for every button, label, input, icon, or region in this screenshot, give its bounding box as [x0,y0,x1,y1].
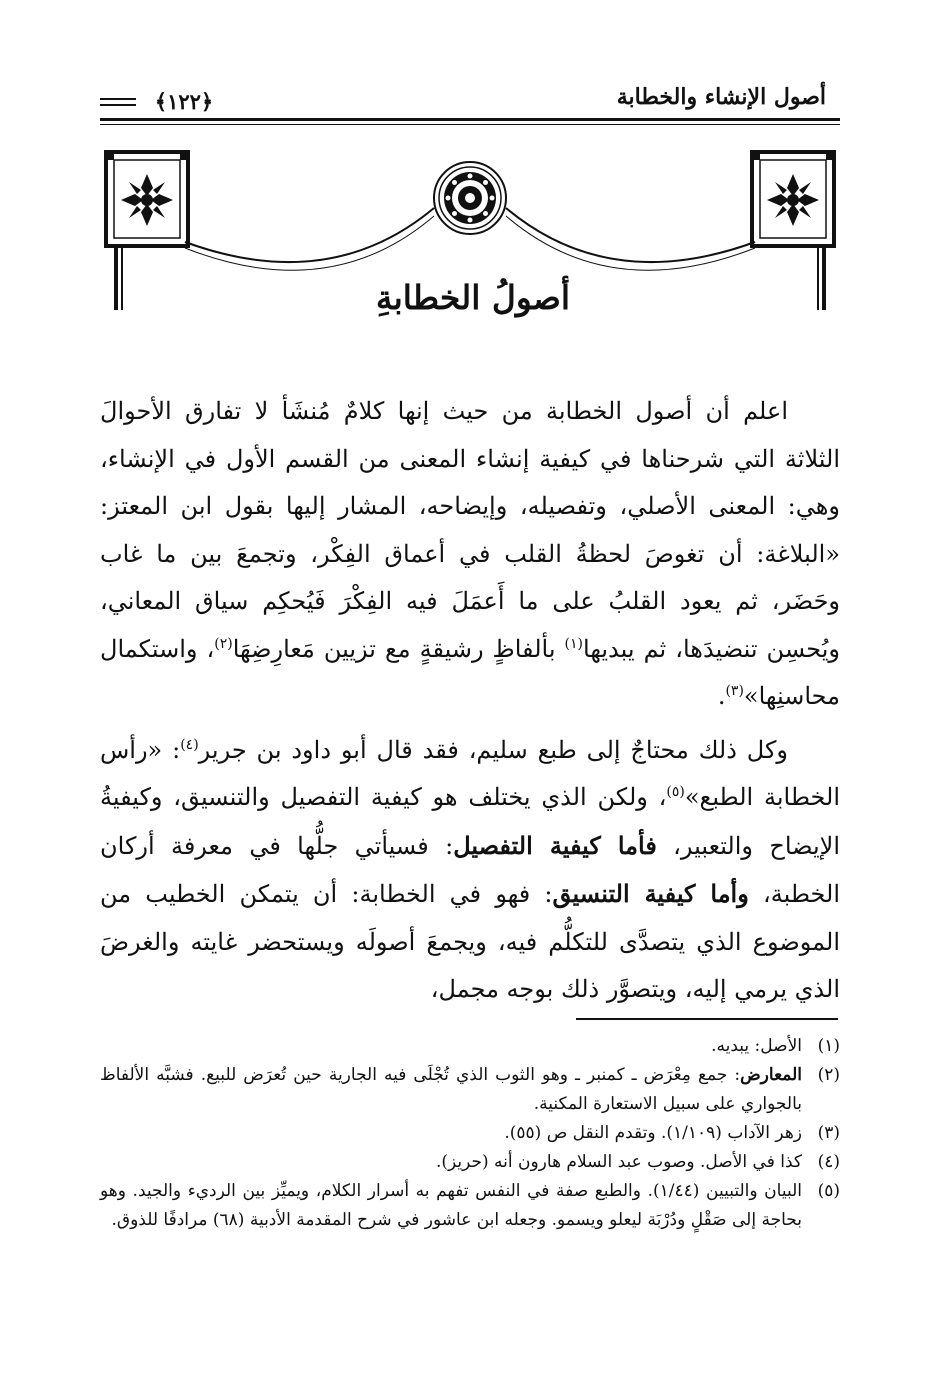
body-text [100,388,840,1014]
footnote-ref-2: (٢) [214,635,233,652]
header-rule-thick [100,118,840,121]
p1-text-2: بألفاظٍ رشيقةٍ مع تزيين مَعارِضِهَا [232,634,565,663]
p1-text-3: ، واستكمال محاسنِها» [100,634,840,710]
header-rule-left-top [100,98,136,100]
p1-text-4: . [717,682,726,710]
chapter-title: أصولُ الخطابةِ [375,278,571,317]
header-rule-thin [100,124,840,125]
p2-bold-2: وأما كيفية التنسيق [552,879,749,908]
p2-text-4: : فسيأتي جلُّها في معرفة أركان الخطبة، [100,831,841,908]
page-number: ﴿١٢٢﴾ [154,88,214,114]
footnote-text: كذا في الأصل. وصوب عبد السلام هارون أنه (حريز). [435,1152,802,1172]
footnote-number: (٤) [817,1152,840,1172]
footnote-number: (٢) [817,1065,840,1085]
paragraph-2 [100,727,840,1014]
footnote-number: (٥) [817,1181,840,1201]
footnote-2 [100,1061,840,1119]
footnote-text: البيان والتبيين (١/٤٤). والطبع صفة في النفس تفهم به أسرار الكلام، ويميِّز بين الرديء والجيد. وهو بحاجة إلى صَقْلٍ ودُرْبَة ليعلو ويسمو. وجعله ابن عاشور في شرح المقدمة الأدبية (٦٨) مرادفًا للذوق. [100,1181,803,1230]
header-rule-left-bottom [100,104,136,106]
p2-text-1: وكل ذلك محتاجٌ إلى طبع سليم، فقد قال أبو داود بن جرير [198,735,789,764]
p1-text-1: اعلم أن أصول الخطابة من حيث إنها كلامٌ مُنشَأ لا تفارق الأحوالَ الثلاثة التي شرحناها في كيفية إنشاء المعنى من القسم الأول في الإنشاء، وهي: المعنى الأصلي، وتفصيله، وإيضاحه، المشار إليها بقول ابن المعتز: «البلاغة: أن تغوصَ لحظةُ القلب في أعماق الفِكْر، وتجمعَ بين ما غاب وحَضَر، ثم يعود القلبُ على ما أَعمَلَ فيه الفِكْرَ فَيُحكِم سياق المعاني، ويُحسِن تنضيدَها، ثم يبديها [100,397,840,663]
footnote-number: (٣) [817,1123,840,1143]
page-number-frame [138,86,230,116]
footnote-text: زهر الآداب (١/١٠٩). وتقدم النقل ص (٥٥). [504,1123,802,1143]
footnote-separator [576,1018,838,1020]
paragraph-1 [100,388,840,721]
footnote-5 [100,1177,840,1235]
footnote-body: : جمع مِعْرَض ـ كمنبر ـ وهو الثوب الذي تُجْلَى فيه الجارية حين تُعرَض للبيع. فشبَّه الألفاظ بالجواري على سبيل الاستعارة المكنية. [100,1065,802,1114]
p2-text-5: : فهو في الخطابة: أن يتمكن الخطيب من الموضوع الذي يتصدَّى للتكلُّم فيه، ويجمعَ أصولَه ويستحضر غايته والغرضَ الذي يرمي إليه، ويتصوَّر ذلك بوجه مجمل، [100,880,840,1003]
footnote-ref-1: (١) [564,635,583,652]
p2-bold-1: فأما كيفية التفصيل [453,830,657,860]
footnote-4 [100,1148,840,1177]
footnote-text [100,1061,802,1119]
running-title: أصول الإنشاء والخطابة [616,84,826,110]
footnote-text: الأصل: يبديه. [711,1036,802,1056]
p2-text-3: ، ولكن الذي يختلف هو كيفية التفصيل والتنسيق، وكيفيةُ الإيضاح والتعبير، [100,783,840,860]
footnotes [100,1032,840,1235]
footnote-ref-3: (٣) [725,683,744,699]
footnote-3 [100,1119,840,1148]
footnote-1 [100,1032,840,1061]
p2-text-2: : «رأس الخطابة الطبع» [100,735,841,811]
footnote-number: (١) [817,1036,840,1056]
footnote-term: المعارض [740,1065,802,1085]
footnote-ref-4: (٤) [180,736,199,753]
footnote-ref-5: (٥) [666,784,685,800]
